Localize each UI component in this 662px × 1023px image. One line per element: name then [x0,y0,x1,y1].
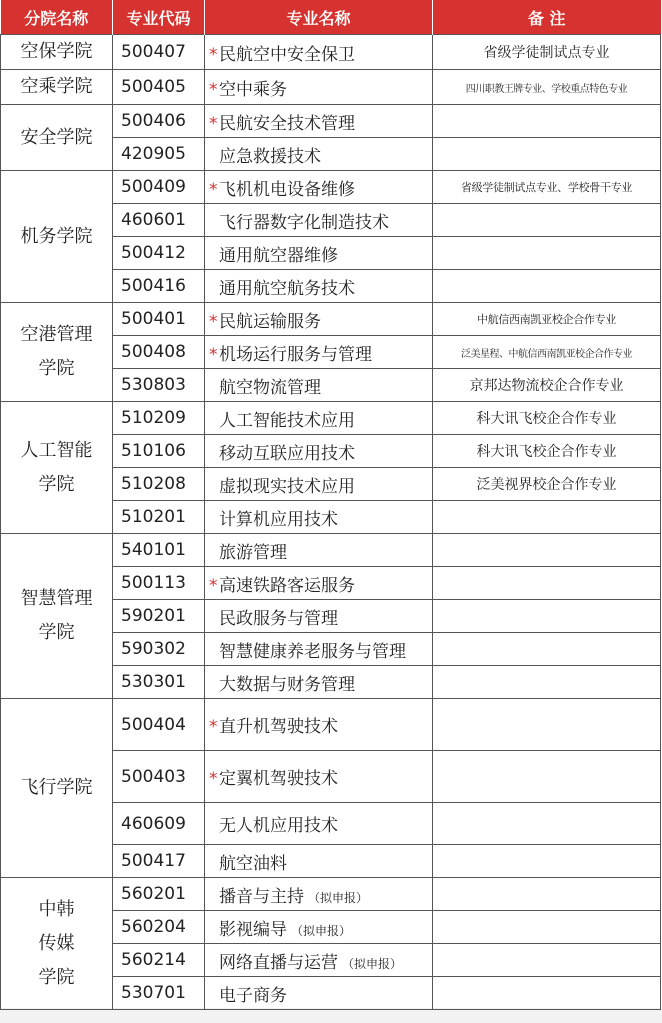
major-code: 500416 [113,270,205,303]
major-name-cell [205,666,433,699]
major-code: 460609 [113,803,205,845]
major-code: 500408 [113,336,205,369]
major-code: 500417 [113,845,205,878]
major-code: 510106 [113,435,205,468]
major-name: 通用航空航务技术 [219,278,355,299]
table-header-row [1,0,661,35]
major-name: 影视编导 [219,919,287,940]
college-name: 人工智能学院 [1,402,113,534]
major-name: 虚拟现实技术应用 [219,476,355,497]
college-name: 空港管理学院 [1,303,113,402]
major-name-cell [205,803,433,845]
table-row [1,303,661,336]
table-row [1,35,661,70]
major-code: 500406 [113,105,205,138]
major-name: 电子商务 [219,985,287,1006]
major-name-cell [205,105,433,138]
pending-application-tag: （拟申报） [308,890,369,905]
major-name: 网络直播与运营 [219,952,338,973]
header-note: 备 注 [433,0,661,35]
college-name: 空乘学院 [1,70,113,105]
major-name-cell [205,751,433,803]
college-name: 机务学院 [1,171,113,303]
major-name: 旅游管理 [219,542,287,563]
major-name-cell [205,171,433,204]
key-major-star-icon: * [209,717,218,737]
major-name: 空中乘务 [219,79,287,100]
major-code: 500409 [113,171,205,204]
major-name-cell [205,369,433,402]
table-row [1,171,661,204]
major-name: 航空油料 [219,853,287,874]
major-name: 移动互联应用技术 [219,443,355,464]
major-note [433,138,661,171]
college-name: 智慧管理学院 [1,534,113,699]
major-code: 560214 [113,944,205,977]
major-name-cell [205,402,433,435]
major-code: 530803 [113,369,205,402]
key-major-star-icon: * [209,79,218,100]
major-name-cell [205,468,433,501]
major-note [433,666,661,699]
major-name-cell [205,911,433,944]
major-name-cell [205,501,433,534]
major-name-cell [205,270,433,303]
major-code: 500401 [113,303,205,336]
major-name: 机场运行服务与管理 [219,344,372,365]
key-major-star-icon: * [209,344,218,365]
major-code: 560204 [113,911,205,944]
major-code: 540101 [113,534,205,567]
major-name-cell [205,237,433,270]
table-row [1,105,661,138]
key-major-star-icon: * [209,769,218,789]
major-name: 大数据与财务管理 [219,674,355,695]
major-note [433,633,661,666]
major-name-cell [205,70,433,105]
major-name: 智慧健康养老服务与管理 [219,641,406,662]
major-name-cell [205,633,433,666]
major-code: 590201 [113,600,205,633]
major-note: 省级学徒制试点专业、学校骨干专业 [433,171,661,204]
major-name-cell [205,303,433,336]
major-note [433,845,661,878]
major-code: 500404 [113,699,205,751]
major-name: 计算机应用技术 [219,509,338,530]
major-note [433,204,661,237]
major-name: 播音与主持 [219,886,304,907]
major-code: 510201 [113,501,205,534]
college-name: 飞行学院 [1,699,113,878]
major-note: 泛美视界校企合作专业 [433,468,661,501]
major-name: 无人机应用技术 [219,816,338,836]
major-name-cell [205,435,433,468]
major-note: 京邦达物流校企合作专业 [433,369,661,402]
key-major-star-icon: * [209,179,218,200]
major-name-cell [205,977,433,1010]
major-note [433,270,661,303]
key-major-star-icon: * [209,44,218,65]
table-row [1,878,661,911]
major-name-cell [205,845,433,878]
major-code: 500407 [113,35,205,70]
major-code: 420905 [113,138,205,171]
major-note [433,105,661,138]
major-code: 500412 [113,237,205,270]
key-major-star-icon: * [209,575,218,596]
college-name: 安全学院 [1,105,113,171]
major-note [433,237,661,270]
major-code: 530701 [113,977,205,1010]
key-major-star-icon: * [209,113,218,134]
major-name-cell [205,567,433,600]
major-code: 510208 [113,468,205,501]
major-note [433,911,661,944]
major-note [433,501,661,534]
table-body [1,35,661,1010]
major-note [433,751,661,803]
major-name-cell [205,204,433,237]
major-name: 人工智能技术应用 [219,410,355,431]
major-code: 460601 [113,204,205,237]
major-note: 泛美星程、中航信西南凯亚校企合作专业 [433,336,661,369]
major-note [433,600,661,633]
major-note: 科大讯飞校企合作专业 [433,435,661,468]
major-code: 560201 [113,878,205,911]
major-name-cell [205,944,433,977]
key-major-star-icon: * [209,311,218,332]
major-note [433,944,661,977]
major-code: 530301 [113,666,205,699]
college-name: 空保学院 [1,35,113,70]
major-name: 民航安全技术管理 [219,113,355,134]
major-name: 高速铁路客运服务 [219,575,355,596]
major-name: 民航运输服务 [219,311,321,332]
major-code: 510209 [113,402,205,435]
pending-application-tag: （拟申报） [342,956,403,971]
major-note [433,534,661,567]
header-code: 专业代码 [113,0,205,35]
major-name: 民政服务与管理 [219,608,338,629]
college-name: 中韩传媒学院 [1,878,113,1010]
major-name-cell [205,336,433,369]
major-name-cell [205,534,433,567]
major-note [433,699,661,751]
major-name-cell [205,138,433,171]
major-name: 飞行器数字化制造技术 [219,212,389,233]
major-name: 飞机机电设备维修 [219,179,355,200]
header-name: 专业名称 [205,0,433,35]
major-note: 中航信西南凯亚校企合作专业 [433,303,661,336]
table-row [1,699,661,751]
major-name: 应急救援技术 [219,146,321,167]
header-college: 分院名称 [1,0,113,35]
major-name-cell [205,600,433,633]
major-note [433,878,661,911]
major-name: 航空物流管理 [219,377,321,398]
major-code: 500113 [113,567,205,600]
major-note: 省级学徒制试点专业 [433,35,661,70]
major-note [433,977,661,1010]
pending-application-tag: （拟申报） [291,923,352,938]
major-name-cell [205,878,433,911]
major-note: 科大讯飞校企合作专业 [433,402,661,435]
major-name: 民航空中安全保卫 [219,44,355,65]
major-name: 直升机驾驶技术 [219,717,338,737]
major-code: 500403 [113,751,205,803]
major-note [433,567,661,600]
table-row [1,402,661,435]
major-name: 定翼机驾驶技术 [219,769,338,789]
major-note [433,803,661,845]
table-row [1,70,661,105]
major-name-cell [205,35,433,70]
major-code: 590302 [113,633,205,666]
major-name-cell [205,699,433,751]
major-code: 500405 [113,70,205,105]
major-note: 四川职教王牌专业、学校重点特色专业 [433,70,661,105]
table-row [1,534,661,567]
major-name: 通用航空器维修 [219,245,338,266]
